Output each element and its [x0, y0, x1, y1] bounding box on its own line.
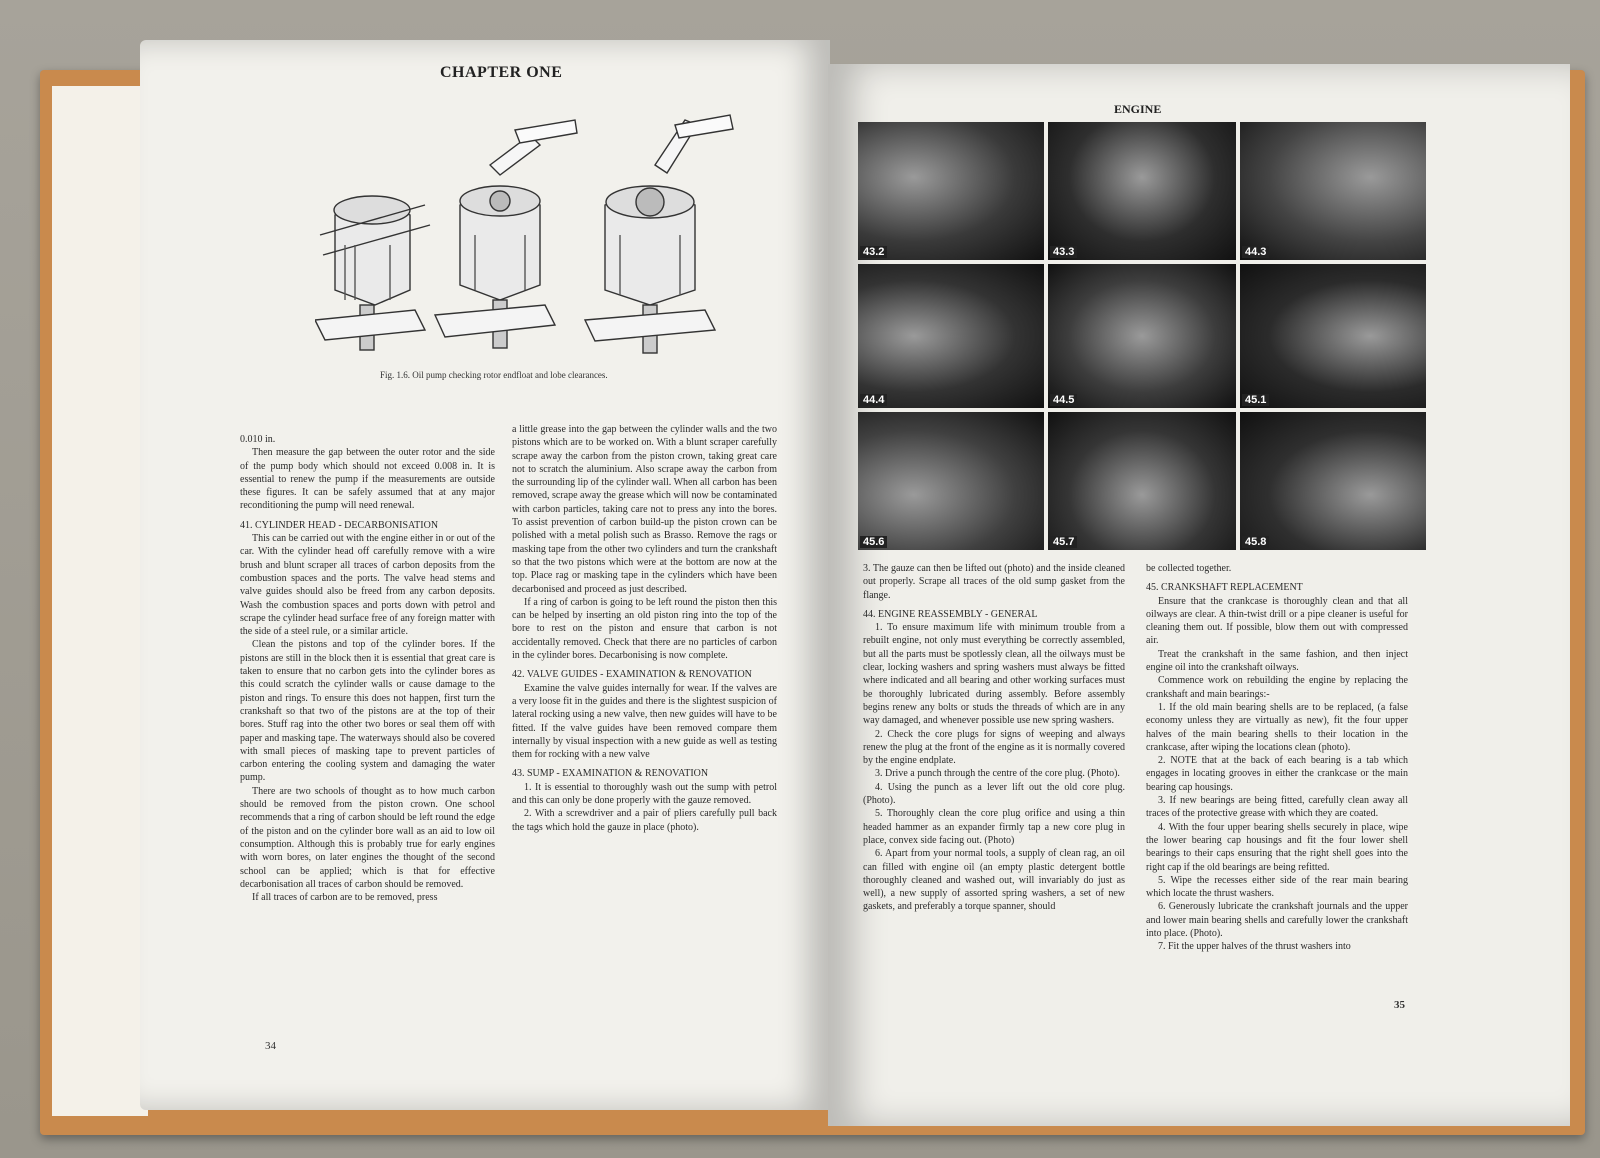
paragraph: Commence work on rebuilding the engine by replacing the crankshaft and main bearings:- — [1146, 675, 1408, 700]
engine-photo — [1048, 264, 1236, 408]
paragraph: 6. Generously lubricate the crankshaft journals and the upper and lower main bearing shells and carefully lower the crankshaft into place. (Photo). — [1146, 901, 1408, 940]
section-heading: 44. ENGINE REASSEMBLY - GENERAL — [863, 608, 1038, 620]
photo-label: 44.3 — [1242, 246, 1269, 258]
paragraph: 4. With the four upper bearing shells securely in place, wipe the lower bearing cap housings and fit the four lower shell bearings to their caps ensuring that the right shell goes into the right cap if the old bearings are being refitted. — [1146, 821, 1408, 873]
paragraph: 1. It is essential to thoroughly wash out the sump with petrol and this can only be done properly with the gauze removed. — [512, 781, 777, 807]
paragraph: 7. Fit the upper halves of the thrust washers into — [1158, 941, 1351, 953]
paragraph: Clean the pistons and top of the cylinder bores. If the pistons are still in the block then it is essential that great care is taken to ensure that no carbon gets into the cylinder bores as this could scratch the cylinder walls or cause damage to the piston and rings. To ensure this does not happen, first turn the crankshaft so that two of the pistons are at the top of their bores. Stuff rag into the other two bores or seal them off with paper and masking tape. The waterways should also be covered with small pieces of masking tape to prevent particles of carbon entering the cooling system and damaging the water pump. — [240, 639, 495, 784]
photo-grid — [858, 122, 1430, 552]
engine-photo — [1240, 412, 1426, 550]
paragraph: 1. If the old main bearing shells are to be replaced, (a false economy unless they are virtually as new), fit the four upper halves of the main bearing shells to their location in the crankcase, after wiping the locations clean (photo). — [1146, 701, 1408, 753]
paragraph: 2. With a screwdriver and a pair of pliers carefully pull back the tags which hold the gauze in place (photo). — [512, 808, 777, 833]
photo-label: 43.2 — [860, 246, 887, 258]
paragraph: 6. Apart from your normal tools, a supply of clean rag, an oil can filled with engine oil (an empty plastic detergent bottle thoroughly cleaned and washed out, will invariably do just as well), a new supply of assorted spring washers, a set of new gaskets, and preferably a torque spanner, should — [863, 848, 1125, 913]
right-page — [828, 64, 1570, 1126]
page-number-left: 34 — [265, 1040, 276, 1052]
page-number-right: 35 — [1394, 999, 1405, 1011]
photo-label: 43.3 — [1050, 246, 1077, 258]
photo-label: 45.6 — [860, 536, 887, 548]
left-column-1 — [240, 433, 495, 904]
paragraph: 1. To ensure maximum life with minimum trouble from a rebuilt engine, not only must everything be correctly assembled, but all the parts must be spotlessly clean, all the oilways must be clear, locking washers and spring washers must always be fitted where indicated and all bearing and other working surfaces must be thoroughly lubricated during assembly. Before assembly begins renew any bolts or studs the threads of which are in any way damaged, and whenever possible use new spring washers. — [863, 622, 1125, 727]
photo-label: 45.1 — [1242, 394, 1269, 406]
engine-photo — [858, 412, 1044, 550]
section-heading: 45. CRANKSHAFT REPLACEMENT — [1146, 582, 1303, 594]
paragraph: If a ring of carbon is going to be left round the piston then this can be helped by inserting an old piston ring into the top of the bore to rest on the piston and ensure that carbon is not accidentally removed. Check that there are no particles of carbon in the cylinder bores. Decarbonising is now complete. — [512, 596, 777, 662]
photo-label: 45.7 — [1050, 536, 1077, 548]
section-heading: 43. SUMP - EXAMINATION & RENOVATION — [512, 768, 709, 780]
photo-label: 44.4 — [860, 394, 887, 406]
paragraph: Treat the crankshaft in the same fashion, and then inject engine oil into the crankshaft oilways. — [1146, 648, 1408, 674]
paragraph: a little grease into the gap between the cylinder walls and the two pistons which are to be worked on. With a blunt scraper carefully scrape away the carbon from the piston crown, taking great care not to scratch the aluminium. Also scrape away the carbon from the surrounding lip of the cylinder wall. When all carbon has been removed, scrape away the grease which will now be contaminated with carbon particles, taking care not to press any into the bores. To assist prevention of carbon build-up the piston crown can be polished with a metal polish such as Brasso. Remove the rags or masking tape from the other two cylinders and turn the crankshaft so that the two pistons which were at the bottom are now at the top. Place rag or masking tape in the cylinders which have been decarbonised and proceed as just described. — [512, 424, 777, 595]
photo-label: 45.8 — [1242, 536, 1269, 548]
paragraph: Examine the valve guides internally for wear. If the valves are a very loose fit in the guides and there is the slightest suspicion of lateral rocking using a new valve, then new guides will have to be fitted. If the valve guides have been removed compare them internally by visual inspection with a new guide as well as testing them for rocking with a new valve — [512, 682, 777, 761]
paragraph: 2. Check the core plugs for signs of weeping and always renew the plug at the front of the engine as it is normally covered by the engine endplate. — [863, 728, 1125, 767]
pump-drawing-2 — [435, 120, 577, 348]
oil-pump-illustration — [315, 105, 735, 365]
paragraph: 3. If new bearings are being fitted, carefully clean away all traces of the protective grease with which they are coated. — [1146, 795, 1408, 820]
paragraph: be collected together. — [1146, 563, 1232, 574]
endpaper — [52, 86, 148, 1116]
paragraph: 5. Wipe the recesses either side of the rear main bearing which locate the thrust washers. — [1146, 874, 1408, 900]
paragraph: There are two schools of thought as to how much carbon should be removed from the piston crown. One school recommends that a ring of carbon should be left round the edge of the piston and on the cylinder bore wall as an aid to low oil consumption. Although this is probably true for early engines with worn bores, on later engines the thought of the second school can be applied; which is that for effective decarbonisation all traces of carbon should be removed. — [240, 785, 495, 890]
paragraph: 2. NOTE that at the back of each bearing is a tab which engages in locating grooves in either the crankcase or the main bearing cap housings. — [1146, 755, 1408, 793]
engine-photo — [858, 264, 1044, 408]
engine-photo — [1240, 264, 1426, 408]
paragraph: Ensure that the crankcase is thoroughly clean and that all oilways are clear. A thin-twist drill or a pipe cleaner is useful for cleaning them out. If possible, blow them out with compressed air. — [1146, 595, 1408, 647]
paragraph: 4. Using the punch as a lever lift out the old core plug. (Photo). — [863, 781, 1125, 807]
section-heading: 41. CYLINDER HEAD - DECARBONISATION — [240, 519, 439, 531]
right-column-2 — [1146, 562, 1408, 954]
left-column-2 — [512, 423, 777, 834]
chapter-title: CHAPTER ONE — [440, 64, 563, 81]
engine-photo — [1048, 122, 1236, 260]
engine-photo — [1048, 412, 1236, 550]
pump-drawing-3 — [585, 115, 733, 353]
section-heading: 42. VALVE GUIDES - EXAMINATION & RENOVATION — [512, 669, 752, 681]
figure-caption: Fig. 1.6. Oil pump checking rotor endfloat and lobe clearances. — [380, 370, 608, 380]
paragraph: This can be carried out with the engine either in or out of the car. With the cylinder head off carefully remove with a wire brush and blunt scraper all traces of carbon deposits from the combustion spaces and the ports. The valve head stems and valve guides should also be freed from any carbon deposits. Wash the combustion spaces and ports down with petrol and scrape the cylinder head surface free of any foreign matter with the side of a steel rule, or a similar article. — [240, 533, 495, 638]
pump-drawing-1 — [315, 196, 430, 350]
left-page — [140, 40, 830, 1110]
photo-label: 44.5 — [1050, 394, 1077, 406]
paragraph: Then measure the gap between the outer rotor and the side of the pump body which should not exceed 0.008 in. It is essential to renew the pump if the measurements are outside these figures. It can be safely assumed that at any major reconditioning the pump will need renewal. — [240, 447, 495, 512]
paragraph: 3. The gauze can then be lifted out (photo) and the inside cleaned out properly. Scrape all traces of the old sump gasket from the flange. — [863, 563, 1125, 601]
paragraph: 0.010 in. — [240, 434, 276, 445]
paragraph: If all traces of carbon are to be removed, press — [252, 892, 438, 904]
paragraph: 3. Drive a punch through the centre of the core plug. (Photo). — [875, 768, 1120, 780]
engine-photo — [1240, 122, 1426, 260]
engine-photo — [858, 122, 1044, 260]
right-column-1 — [863, 562, 1125, 914]
page-header: ENGINE — [1114, 102, 1162, 116]
paragraph: 5. Thoroughly clean the core plug orifice and using a thin headed hammer as an expander firmly tap a new core plug in place, convex side facing out. (Photo) — [863, 808, 1125, 846]
